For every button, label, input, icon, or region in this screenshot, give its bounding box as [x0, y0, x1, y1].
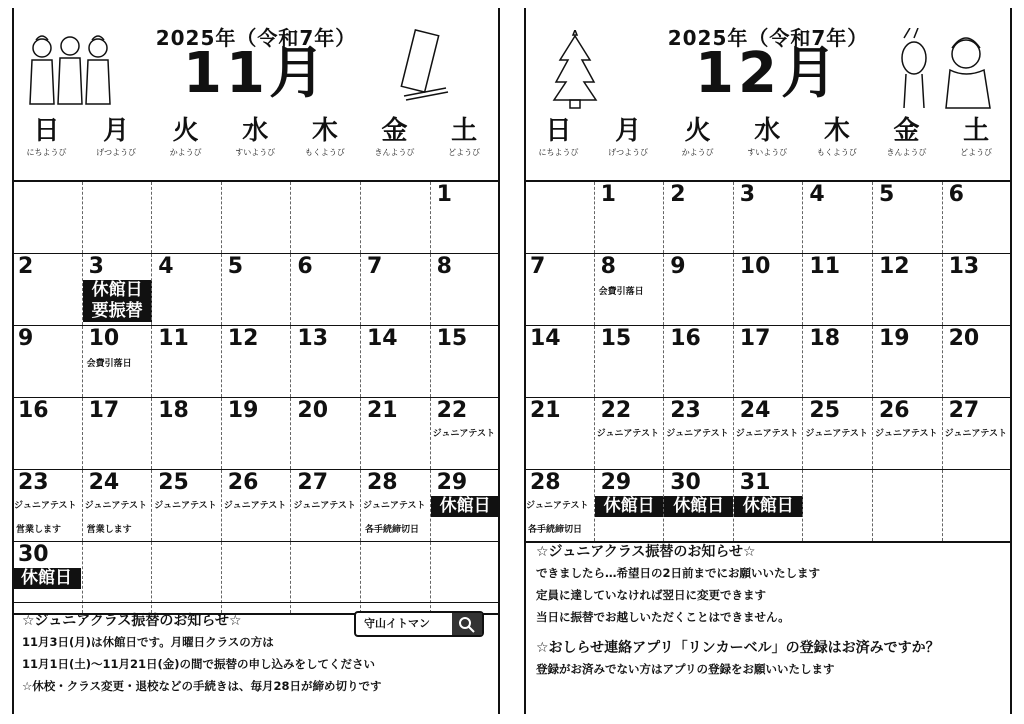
- day-cell[interactable]: [872, 398, 941, 469]
- weekday-header: [12, 116, 500, 172]
- day-number: 15: [600, 326, 632, 351]
- day-cell[interactable]: [872, 182, 941, 253]
- day-cell[interactable]: [430, 326, 499, 397]
- day-number: 17: [88, 398, 120, 423]
- day-cell[interactable]: [594, 182, 663, 253]
- day-number: 25: [158, 470, 189, 495]
- weekday-reading: かようび: [681, 148, 714, 157]
- day-number: 5: [227, 254, 244, 279]
- weekday-reading: きんようび: [374, 148, 415, 157]
- november-page: [12, 8, 500, 714]
- day-cell[interactable]: [151, 398, 220, 469]
- weekday-label: [360, 116, 429, 160]
- day-cell: [942, 470, 1011, 541]
- notice-line: できましたら…希望日の2日前までにお願いいたします: [536, 566, 820, 580]
- closed-badge: 休館日: [664, 496, 733, 517]
- day-number: 4: [158, 254, 174, 279]
- weekday-label: [872, 116, 941, 160]
- junior-test-label: ジュニアテスト: [875, 429, 938, 439]
- day-cell[interactable]: [663, 326, 732, 397]
- search-button[interactable]: [452, 613, 482, 635]
- day-number: 6: [297, 254, 313, 279]
- weekday-label: [802, 116, 871, 160]
- day-cell: [151, 182, 220, 253]
- day-number: 9: [18, 326, 34, 351]
- day-number: 16: [18, 398, 49, 423]
- day-cell: [290, 182, 359, 253]
- day-number: 25: [809, 398, 841, 423]
- day-number: 3: [88, 254, 104, 279]
- junior-test-label: ジュニアテスト: [154, 501, 217, 511]
- weekday-reading: もくようび: [304, 148, 345, 157]
- day-number: 29: [600, 470, 632, 495]
- day-cell[interactable]: [663, 182, 732, 253]
- notice-line: 11月3日(月)は休館日です。月曜日クラスの方は: [22, 635, 274, 649]
- weekday-kanji: 木: [823, 116, 850, 146]
- weekday-label: [151, 116, 220, 160]
- day-cell[interactable]: [524, 254, 593, 325]
- day-cell[interactable]: [802, 398, 871, 469]
- day-number: 1: [436, 182, 452, 207]
- december-page: [524, 8, 1012, 714]
- day-cell[interactable]: [221, 470, 290, 541]
- day-cell[interactable]: [290, 254, 359, 325]
- week-row: [12, 182, 500, 254]
- day-number: 2: [670, 182, 686, 207]
- notice-title: ☆ジュニアクラス振替のお知らせ☆: [536, 544, 756, 560]
- day-note: 営業します: [86, 525, 132, 535]
- day-cell[interactable]: [151, 470, 220, 541]
- day-cell[interactable]: [942, 182, 1011, 253]
- day-cell: [12, 182, 81, 253]
- junior-test-label: ジュニアテスト: [526, 501, 589, 511]
- day-cell[interactable]: [290, 326, 359, 397]
- day-cell[interactable]: [430, 254, 499, 325]
- day-cell[interactable]: [594, 398, 663, 469]
- calendar-grid: [524, 180, 1012, 543]
- day-cell: [82, 182, 151, 253]
- app-notice-title: ☆おしらせ連絡アプリ「リンカーベル」の登録はお済みですか？: [536, 640, 940, 656]
- day-number: 7: [367, 254, 383, 279]
- day-cell: [221, 182, 290, 253]
- weekday-label: [82, 116, 151, 160]
- weekday-kanji: 月: [615, 116, 642, 146]
- notice-line: 定員に達していなければ翌日に変更できます: [536, 588, 766, 602]
- app-notice-line: 登録がお済みでない方はアプリの登録をお願いいたします: [536, 662, 835, 676]
- day-number: 20: [297, 398, 329, 423]
- day-cell[interactable]: [12, 326, 81, 397]
- day-cell[interactable]: [221, 254, 290, 325]
- year-title: 2025年（令和7年）: [155, 26, 357, 50]
- day-cell[interactable]: [12, 254, 81, 325]
- day-cell[interactable]: [360, 470, 429, 541]
- day-cell[interactable]: [360, 254, 429, 325]
- calendar-grid: [12, 180, 500, 615]
- day-number: 15: [436, 326, 468, 351]
- day-number: 16: [670, 326, 701, 351]
- weekday-header: [524, 116, 1012, 172]
- day-note: 会費引落日: [86, 359, 132, 369]
- weekday-reading: げつようび: [96, 148, 137, 157]
- day-number: 9: [670, 254, 686, 279]
- weekday-reading: にちようび: [26, 148, 67, 157]
- weekday-label: [524, 116, 593, 160]
- day-number: 13: [297, 326, 329, 351]
- day-cell[interactable]: [942, 254, 1011, 325]
- day-number: 19: [227, 398, 259, 423]
- day-number: 1: [600, 182, 616, 207]
- weekday-kanji: 金: [381, 116, 408, 146]
- day-cell[interactable]: [594, 254, 663, 325]
- day-note: 各手続締切日: [528, 525, 583, 535]
- day-note: 会費引落日: [598, 287, 644, 297]
- day-cell[interactable]: [82, 254, 151, 325]
- day-number: 27: [297, 470, 329, 495]
- year-title: 2025年（令和7年）: [667, 26, 869, 50]
- day-cell[interactable]: [942, 398, 1011, 469]
- day-cell[interactable]: [802, 254, 871, 325]
- day-cell[interactable]: [733, 254, 802, 325]
- day-number: 21: [367, 398, 398, 423]
- day-cell[interactable]: [524, 398, 593, 469]
- day-number: 21: [530, 398, 561, 423]
- weekday-kanji: 土: [451, 116, 478, 146]
- weekday-kanji: 土: [963, 116, 990, 146]
- day-number: 3: [739, 182, 756, 207]
- day-cell[interactable]: [151, 326, 220, 397]
- day-number: 11: [809, 254, 841, 279]
- weekday-kanji: 水: [242, 116, 269, 146]
- day-number: 14: [367, 326, 398, 351]
- weekday-reading: すいようび: [235, 148, 276, 157]
- day-number: 22: [436, 398, 468, 423]
- day-cell: [872, 470, 941, 541]
- closed-badge: 休館日: [83, 280, 152, 301]
- day-number: 5: [879, 182, 895, 207]
- day-cell[interactable]: [594, 470, 663, 541]
- day-cell[interactable]: [872, 326, 941, 397]
- day-number: 24: [88, 470, 120, 495]
- junior-test-label: ジュニアテスト: [666, 429, 729, 439]
- day-number: 20: [948, 326, 980, 351]
- day-cell[interactable]: [290, 398, 359, 469]
- day-cell[interactable]: [360, 398, 429, 469]
- weekday-kanji: 日: [33, 116, 60, 146]
- junior-test-label: ジュニアテスト: [735, 429, 799, 439]
- day-note: 営業します: [16, 525, 62, 535]
- weekday-reading: どようび: [448, 148, 481, 157]
- day-number: 28: [530, 470, 561, 495]
- day-number: 19: [879, 326, 910, 351]
- weekday-kanji: 金: [893, 116, 920, 146]
- day-number: 7: [530, 254, 546, 279]
- junior-test-label: ジュニアテスト: [84, 501, 148, 511]
- search-label: 守山イトマン: [364, 617, 430, 630]
- day-cell[interactable]: [663, 470, 732, 541]
- weekday-kanji: 火: [684, 116, 711, 146]
- notice-line: 当日に振替でお越しいただくことはできません。: [536, 610, 790, 624]
- week-row: [524, 398, 1012, 470]
- junior-test-label: ジュニアテスト: [363, 501, 426, 511]
- weekday-label: [942, 116, 1011, 160]
- day-number: 4: [809, 182, 825, 207]
- day-cell: [802, 470, 871, 541]
- day-cell[interactable]: [942, 326, 1011, 397]
- day-number: 2: [18, 254, 34, 279]
- weekday-label: [733, 116, 802, 160]
- day-number: 12: [227, 326, 259, 351]
- week-row: [524, 182, 1012, 254]
- weekday-label: [594, 116, 663, 160]
- week-row: [524, 326, 1012, 398]
- weekday-label: [663, 116, 732, 160]
- weekday-kanji: 火: [172, 116, 199, 146]
- day-cell[interactable]: [733, 182, 802, 253]
- day-number: 30: [670, 470, 701, 495]
- weekday-label: [430, 116, 499, 160]
- day-cell[interactable]: [872, 254, 941, 325]
- day-cell[interactable]: [430, 470, 499, 541]
- day-cell: [524, 182, 593, 253]
- week-row: [12, 326, 500, 398]
- day-cell[interactable]: [82, 470, 151, 541]
- search-box[interactable]: [354, 611, 484, 637]
- week-row: [12, 254, 500, 326]
- search-icon: [452, 613, 482, 635]
- day-number: 8: [600, 254, 616, 279]
- day-cell[interactable]: [221, 326, 290, 397]
- day-cell[interactable]: [524, 470, 593, 541]
- makeup-required-badge: 要振替: [83, 301, 152, 322]
- day-note: 各手続締切日: [365, 525, 420, 535]
- weekday-kanji: 水: [754, 116, 781, 146]
- day-cell: [360, 182, 429, 253]
- week-row: [524, 254, 1012, 326]
- day-number: 18: [809, 326, 841, 351]
- day-cell[interactable]: [82, 326, 151, 397]
- week-row: [524, 470, 1012, 541]
- day-cell[interactable]: [802, 326, 871, 397]
- closed-badge: 休館日: [595, 496, 664, 517]
- closed-badge: 休館日: [431, 496, 500, 517]
- weekday-reading: すいようび: [747, 148, 788, 157]
- weekday-reading: どようび: [960, 148, 993, 157]
- day-cell[interactable]: [12, 470, 81, 541]
- week-row: [12, 470, 500, 542]
- notice-box: [524, 534, 1012, 714]
- junior-test-label: ジュニアテスト: [14, 501, 77, 511]
- day-cell[interactable]: [733, 326, 802, 397]
- day-number: 23: [670, 398, 701, 423]
- day-number: 8: [436, 254, 452, 279]
- weekday-reading: げつようび: [608, 148, 649, 157]
- day-number: 31: [739, 470, 771, 495]
- day-cell[interactable]: [12, 398, 81, 469]
- day-cell[interactable]: [802, 182, 871, 253]
- week-row: [12, 398, 500, 470]
- weekday-label: [290, 116, 359, 160]
- day-number: 12: [879, 254, 910, 279]
- day-cell[interactable]: [290, 470, 359, 541]
- day-cell[interactable]: [733, 398, 802, 469]
- notice-title: ☆ジュニアクラス振替のお知らせ☆: [22, 613, 242, 629]
- day-cell[interactable]: [82, 398, 151, 469]
- junior-test-label: ジュニアテスト: [223, 501, 287, 511]
- day-cell[interactable]: [733, 470, 802, 541]
- day-cell[interactable]: [430, 398, 499, 469]
- weekday-reading: もくようび: [816, 148, 857, 157]
- day-cell[interactable]: [524, 326, 593, 397]
- weekday-label: [221, 116, 290, 160]
- day-cell[interactable]: [663, 398, 732, 469]
- day-number: 11: [158, 326, 189, 351]
- closed-badge: 休館日: [12, 568, 81, 589]
- day-number: 10: [739, 254, 771, 279]
- notice-box: [12, 602, 500, 714]
- day-number: 29: [436, 470, 468, 495]
- weekday-kanji: 月: [103, 116, 130, 146]
- weekday-reading: かようび: [169, 148, 202, 157]
- notice-line: ☆休校・クラス変更・退校などの手続きは、毎月28日が締め切りです: [22, 679, 382, 693]
- junior-test-label: ジュニアテスト: [596, 429, 660, 439]
- day-number: 28: [367, 470, 398, 495]
- day-number: 23: [18, 470, 49, 495]
- day-number: 17: [739, 326, 771, 351]
- month-title: 12月: [695, 41, 841, 106]
- day-number: 26: [879, 398, 910, 423]
- weekday-label: [12, 116, 81, 160]
- day-cell[interactable]: [594, 326, 663, 397]
- day-cell[interactable]: [360, 326, 429, 397]
- day-number: 26: [227, 470, 259, 495]
- day-cell[interactable]: [430, 182, 499, 253]
- notice-line: 11月1日(土)～11月21日(金)の間で振替の申し込みをしてください: [22, 657, 376, 671]
- day-number: 6: [948, 182, 964, 207]
- day-number: 18: [158, 398, 189, 423]
- junior-test-label: ジュニアテスト: [293, 501, 356, 511]
- junior-test-label: ジュニアテスト: [944, 429, 1008, 439]
- junior-test-label: ジュニアテスト: [805, 429, 868, 439]
- day-number: 14: [530, 326, 561, 351]
- day-number: 13: [948, 254, 980, 279]
- closed-badge: 休館日: [734, 496, 803, 517]
- day-cell[interactable]: [221, 398, 290, 469]
- weekday-reading: きんようび: [886, 148, 927, 157]
- weekday-kanji: 木: [311, 116, 338, 146]
- weekday-reading: にちようび: [538, 148, 579, 157]
- day-number: 27: [948, 398, 980, 423]
- day-number: 30: [18, 542, 49, 567]
- weekday-kanji: 日: [545, 116, 572, 146]
- month-title: 11月: [183, 41, 329, 106]
- day-cell[interactable]: [663, 254, 732, 325]
- day-number: 24: [739, 398, 771, 423]
- day-number: 10: [88, 326, 120, 351]
- junior-test-label: ジュニアテスト: [432, 429, 496, 439]
- day-cell[interactable]: [151, 254, 220, 325]
- day-number: 22: [600, 398, 632, 423]
